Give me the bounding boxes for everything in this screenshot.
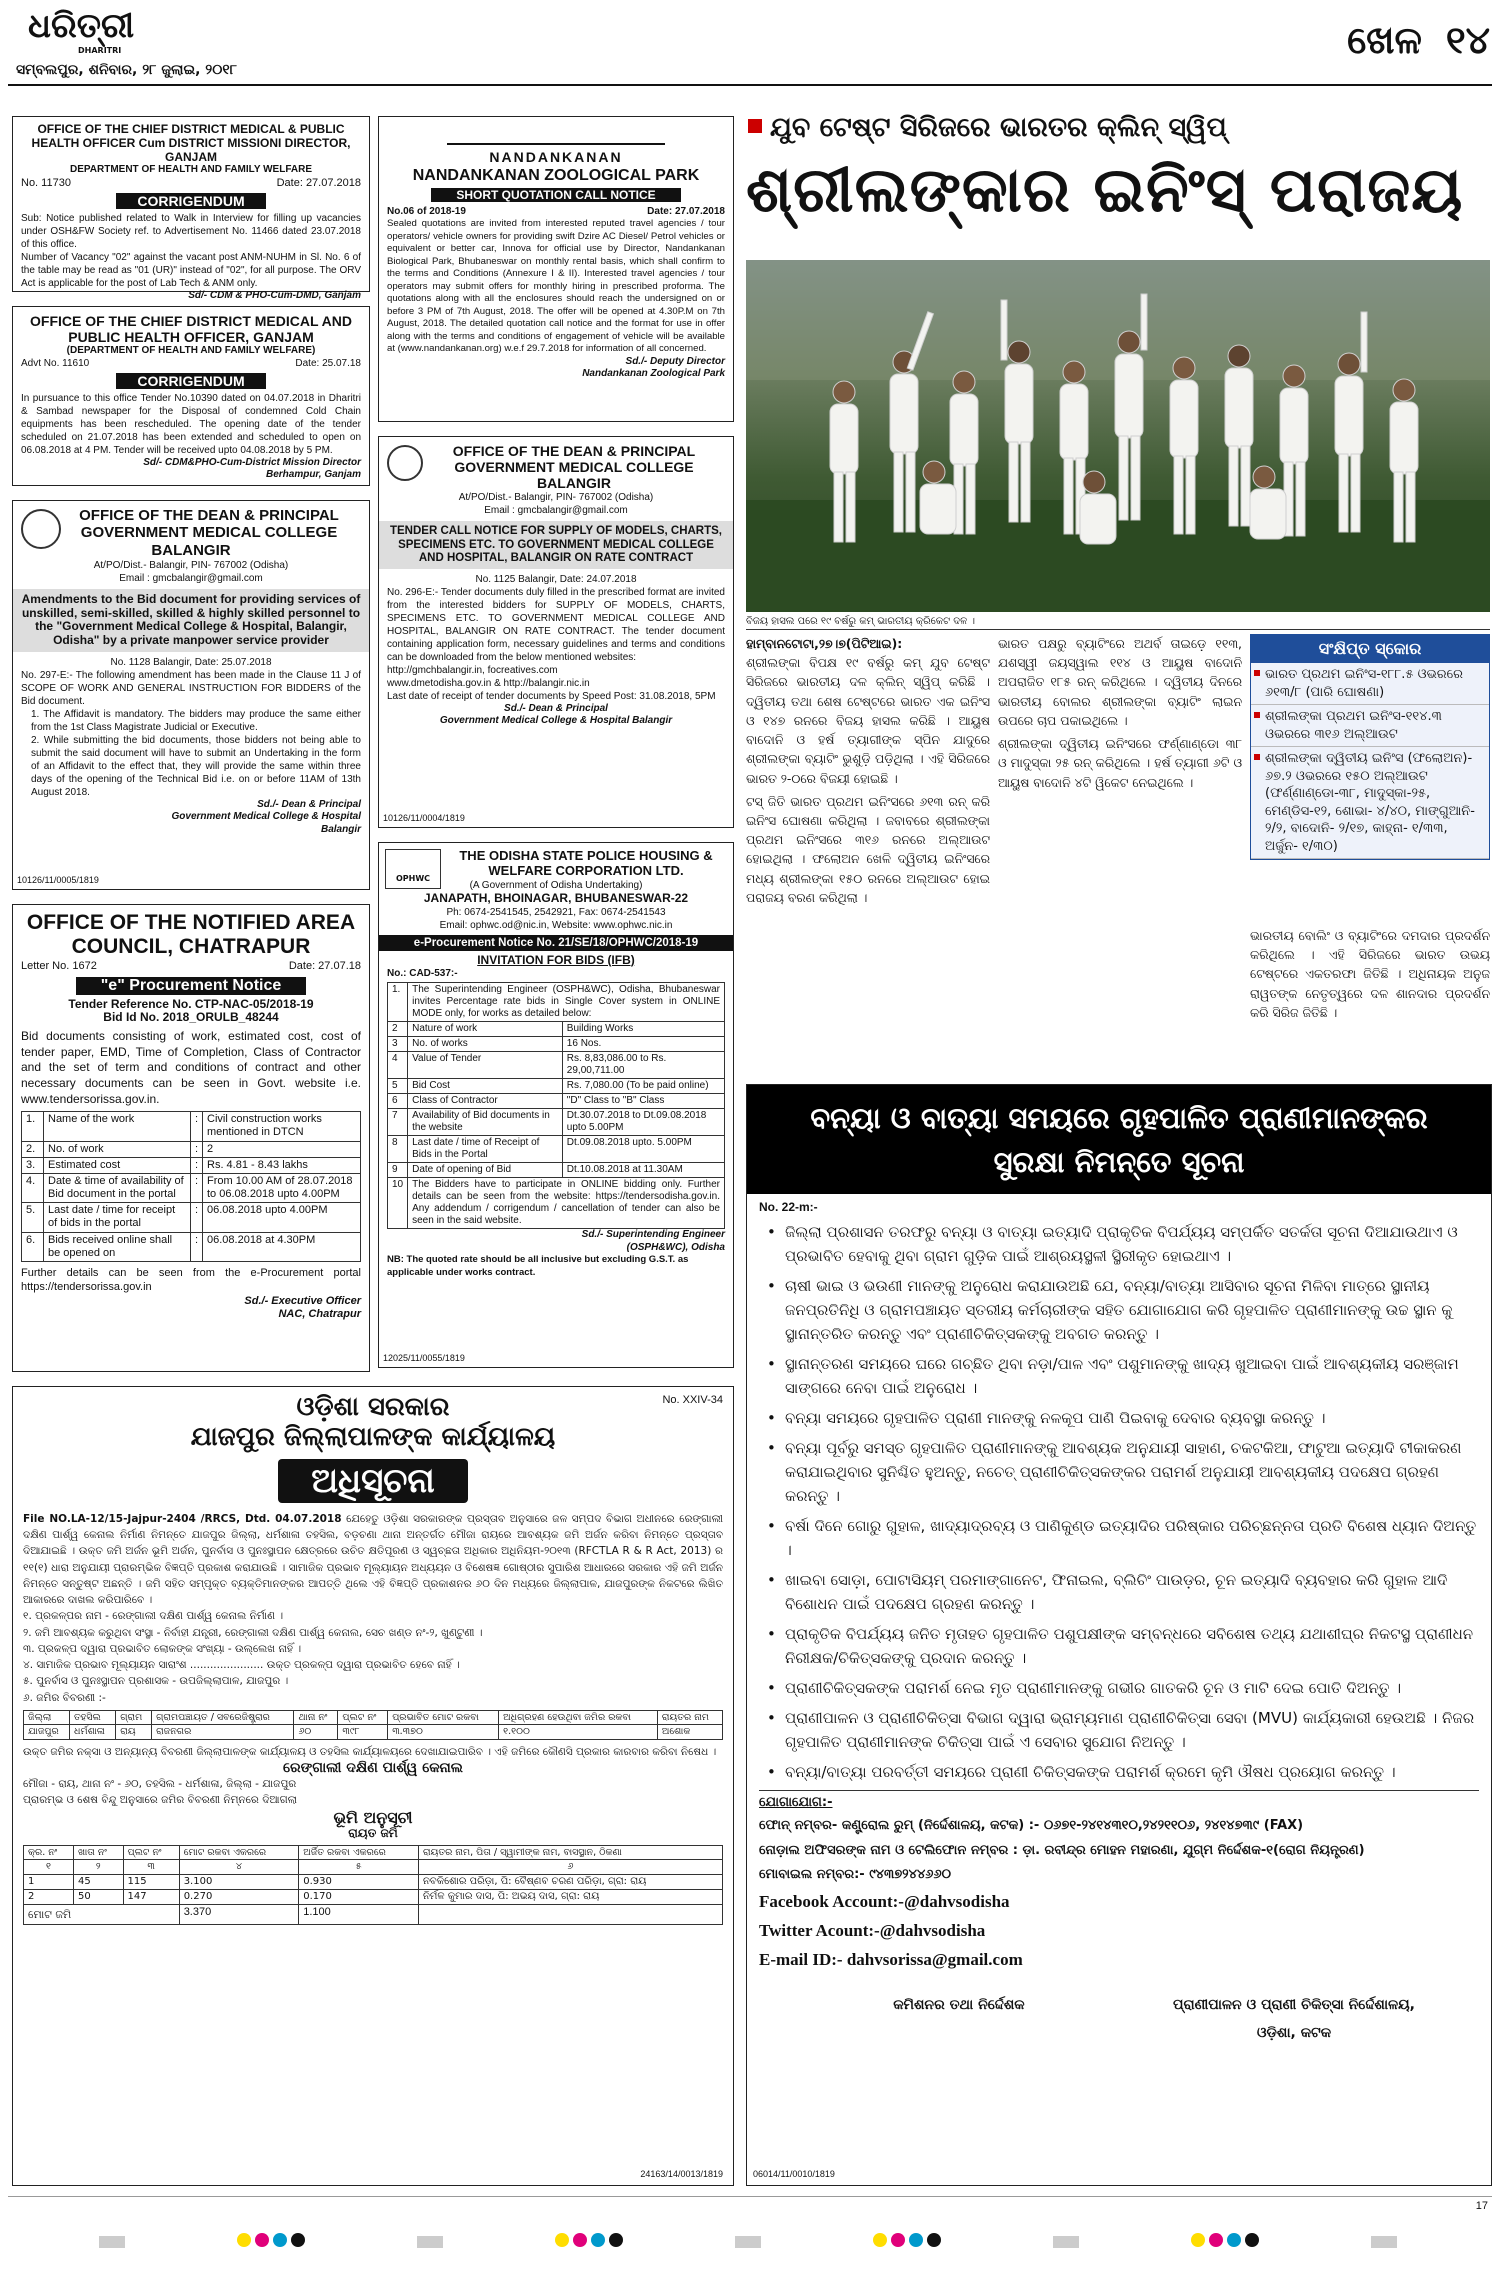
contact-phone: ଫୋନ୍ ନମ୍ବର- କଣ୍ଟ୍ରୋଲ ରୁମ୍ (ନିର୍ଦ୍ଦେଶାଳୟ, କଟକ) :- ୦୬୭୧-୨୪୧୪୩୧୦,୨୪୨୧୧୦୬, ୨୪୧୪୭୩୯ (FAX) [759, 1818, 1304, 1833]
table-cell: 0.930 [299, 1874, 419, 1889]
gray-bar-icon [1371, 2236, 1397, 2248]
table-cell: ରାୟ [116, 1725, 152, 1739]
ad-gmc-balangir-tender [378, 436, 734, 828]
table-cell: 4 [388, 1052, 408, 1079]
ad4-banner: "e" Procurement Notice [76, 977, 306, 995]
table-cell: Availability of Bid documents in the website [408, 1109, 563, 1136]
scorecard-item: ଶ୍ରୀଲଙ୍କା ପ୍ରଥମ ଇନିଂସ-୧୧୪.୩ ଓଭରରେ ୩୧୬ ଅଲ୍ଆଉଟ [1251, 705, 1489, 747]
table-cell: : [190, 1157, 202, 1173]
masthead-rule [8, 84, 1492, 86]
article-headline: ଶ୍ରୀଲଙ୍କାର ଇନିଂସ୍ ପରାଜୟ [746, 153, 1464, 227]
ad1-body2: Number of Vacancy "02" against the vacant post ANM-NUHM in Sl. No. 6 of the table may be read as "01 (UR)" instead of "02", for all purpose. The ORV Act is applicable for the post of Lab Tech & ANM only. [21, 252, 361, 290]
ad8-schedule-table [23, 1845, 723, 1925]
table-header-cell: ପ୍ଲଟ ନଂ [123, 1845, 179, 1859]
ad6-no: No. 1125 Balangir, Date: 24.07.2018 [475, 573, 637, 585]
ad7-no: No.: CAD-537:- [387, 968, 458, 980]
table-cell: 5. [22, 1203, 44, 1232]
ad8-total-2: 1.100 [299, 1904, 419, 1924]
table-header-cell: ତହସିଲ [70, 1710, 116, 1724]
article-paragraph: ଭାରତ ପକ୍ଷରୁ ବ୍ୟାଟିଂରେ ଅଥର୍ବ ତାଇଡ଼େ ୧୧୩, ଯଶସ୍ୱୀ ଜୟସ୍ୱାଲ ୧୧୪ ଓ ଆୟୁଷ ବାଦୋନି ଅପରାଜିତ ୧୮୫ ରନ୍ କରିଥିଲେ । ଦ୍ୱିତୀୟ ଦିନରେ ଭାରତୀୟ ବୋଲର ଶ୍ରୀଲଙ୍କା ବ୍ୟାଟିଂ ଲାଇନ ଉପରେ ଚାପ ପକାଇଥିଲେ । [998, 636, 1242, 728]
notice-title-1: ବନ୍ୟା ଓ ବାତ୍ୟା ସମୟରେ ଗୃହପାଳିତ ପ୍ରାଣୀମାନଙ୍କର [810, 1101, 1428, 1135]
table-cell: : [190, 1232, 202, 1261]
notice-signature-2: ପ୍ରାଣୀପାଳନ ଓ ପ୍ରାଣୀ ଚିକିତ୍ସା ନିର୍ଦ୍ଦେଶାଳୟ, [1173, 1996, 1415, 2013]
ad8-total-label: ମୋଟ ଜମି [24, 1904, 180, 1924]
ad8-subtitle: ରେଙ୍ଗାଲୀ ଦକ୍ଷିଣ ପାର୍ଶ୍ୱ କେନାଲ [283, 1760, 463, 1777]
notice-signature-3: ଓଡ଼ିଶା, କଟକ [1256, 2024, 1332, 2041]
notice-item: • ପ୍ରାଣୀଚିକିତ୍ସକଙ୍କ ପରାମର୍ଶ ନେଇ ମୃତ ପ୍ରାଣୀମାନଙ୍କୁ ଗଭୀର ଗାତକରି ଚୂନ ଓ ମାଟି ଦେଇ ପୋତି ଦିଅନ୍ତୁ । [759, 1676, 1479, 1700]
article-kicker-text: ଯୁବ ଟେଷ୍ଟ ସିରିଜରେ ଭାରତର କ୍ଲିନ୍ ସ୍ୱିପ୍ [770, 112, 1227, 143]
table-cell: Value of Tender [408, 1052, 563, 1079]
ad7-table: 1. The Superintending Engineer (OSPH&WC), Odisha, Bhubaneswar invites Percentage rate bids in Single Cover system in ONLINE MODE only, for works as detailed below: 2 Nature of work Building Works 3 No. of works 16 Nos. 4 Value of Tender Rs. 8,83,086.00 to Rs. 29,00,711.00 5 Bid Cost Rs. 7,080.00 (To be paid online) 6 Class of Contractor "D" Class to "B" Class 7 Availability of Bid documents in the website Dt.30.07.2018 to Dt.09.08.2018 upto 5.00PM 8 Last date / time of Receipt of Bids in the Portal Dt.09.08.2018 upto. 5.00PM 9 Date of opening of Bid Dt.10.08.2018 at 11.30AM 10 The Bidders have to participate in ONLINE bidding only. Further details can be seen from the website: https://tendersodisha.gov.in. Any addendum / corrigendum / cancellation of tender can also be seen in the said website. [387, 982, 725, 1229]
ad5-no: No.06 of 2018-19 [387, 206, 466, 218]
email-id[interactable]: E-mail ID:- dahvsorissa@gmail.com [759, 1949, 1023, 1969]
ad2-no: Advt No. 11610 [21, 357, 90, 369]
table-header-cell: ପ୍ରଭାବିତ ମୋଟ ରକବା [388, 1710, 499, 1724]
table-cell: ୪ [179, 1860, 299, 1874]
table-cell: 3 [388, 1037, 408, 1052]
ad7-sub: (A Government of Odisha Undertaking) [469, 879, 643, 891]
table-row [388, 1094, 725, 1109]
photo-caption: ବିଜୟ ହାସଲ ପରେ ୧୯ ବର୍ଷରୁ କମ୍ ଭାରତୀୟ କ୍ରିକେଟ ଦଳ । [746, 616, 1490, 630]
ad1-title: OFFICE OF THE CHIEF DISTRICT MEDICAL & PUBLIC HEALTH OFFICER Cum DISTRICT MISSIONI DIRECTOR, GANJAM [31, 122, 351, 164]
color-dots-icon [235, 2232, 307, 2251]
registration-marks [98, 2232, 1398, 2251]
table-cell: : [190, 1112, 202, 1141]
ad6-headline: TENDER CALL NOTICE FOR SUPPLY OF MODELS, CHARTS, SPECIMENS ETC. TO GOVERNMENT MEDICAL COLLEGE AND HOSPITAL, BALANGIR ON RATE CONTRACT [389, 525, 723, 564]
table-cell: : [190, 1141, 202, 1157]
table-row [388, 1052, 725, 1079]
notice-item: • ପ୍ରାକୃତିକ ବିପର୍ଯ୍ୟୟ ଜନିତ ମୃତାହତ ଗୃହପାଳିତ ପଶୁପକ୍ଷୀଙ୍କ ସମ୍ବନ୍ଧରେ ସବିଶେଷ ତଥ୍ୟ ଯଥାଶୀଘ୍ର ନିକଟସ୍ଥ ପ୍ରାଣୀଧନ ନିରୀକ୍ଷକ/ଚିକିତ୍ସକଙ୍କୁ ପ୍ରଦାନ କରନ୍ତୁ । [759, 1622, 1479, 1670]
ad8-title-1: ଓଡ଼ିଶା ସରକାର [296, 1392, 450, 1422]
ad1-no: No. 11730 [21, 176, 71, 189]
table-cell: 8 [388, 1136, 408, 1163]
ad6-address: At/PO/Dist.- Balangir, PIN- 767002 (Odisha) [458, 492, 654, 504]
table-cell: ୬୦ [294, 1725, 338, 1739]
notice-item: • ଖାଇବା ସୋଡ଼ା, ପୋଟାସିୟମ୍ ପରମାଙ୍ଗାନେଟ, ଫିନାଇଲ, ବ୍ଲିଚିଂ ପାଉଡ଼ର, ଚୂନ ଇତ୍ୟାଦି ବ୍ୟବହାର କରି ଗୁହାଳ ଆଦି ବିଶୋଧନ ପାଇଁ ପଦକ୍ଷେପ ଗ୍ରହଣ କରନ୍ତୁ । [759, 1568, 1479, 1616]
table-cell: Date of opening of Bid [408, 1163, 563, 1178]
ad3-code: 10126/11/0005/1819 [17, 875, 99, 886]
ophwc-logo: OPHWC [385, 849, 441, 889]
article-column-2 [998, 634, 1242, 792]
ad3-point-2: 2. While submitting the bid documents, those bidders not being able to submit the said document will have to submit an Undertaking in the form of an Affidavit to the effect that, they will provide the same within three days of the opening of the Technical Bid i.e. on or before 11AM of 13th August 2018. [31, 734, 361, 798]
notice-signature-1: କମିଶନର ତଥା ନିର୍ଦ୍ଦେଶକ [893, 1996, 1025, 2013]
table-cell: 4. [22, 1173, 44, 1202]
list-item: ୧. ପ୍ରକଳ୍ପର ନାମ - ରେଙ୍ଗାଲୀ ଦକ୍ଷିଣ ପାର୍ଶ୍ୱ କେନାଲ ନିର୍ମାଣ । [23, 1610, 284, 1623]
ad4-signature: Sd./- Executive Officer [244, 1294, 361, 1307]
table-cell: Dt.30.07.2018 to Dt.09.08.2018 upto 5.00PM [562, 1109, 724, 1136]
table-header-cell: ଅର୍ଜିତ ରକବା ଏକରରେ [299, 1845, 419, 1859]
table-row [388, 1079, 725, 1094]
article-paragraph: ଶ୍ରୀଲଙ୍କା ଦ୍ୱିତୀୟ ଇନିଂସରେ ଫର୍ଣ୍ଣାଣ୍ଡୋ ୩୮ ଓ ମାଦୁସ୍କା ୨୫ ରନ୍ କରିଥିଲେ । ହର୍ଷ ତ୍ୟାଗୀ ୬ଟି ଓ ଆୟୁଷ ବାଦୋନି ୪ଟି ୱିକେଟ ନେଇଥିଲେ । [998, 736, 1242, 790]
table-cell: Estimated cost [44, 1157, 191, 1173]
ad4-date: Date: 27.07.18 [288, 960, 361, 973]
ad7-nb: NB: The quoted rate should be all inclusive but excluding G.S.T. as applicable under works contract. [387, 1254, 689, 1278]
ad2-title: OFFICE OF THE CHIEF DISTRICT MEDICAL AND PUBLIC HEALTH OFFICER, GANJAM [30, 313, 352, 346]
ad7-phone: Ph: 0674-2541545, 2542921, Fax: 0674-2541543 [446, 906, 666, 918]
table-cell: 9 [388, 1163, 408, 1178]
ad2-banner: CORRIGENDUM [116, 373, 266, 389]
table-header-cell: ଥାନା ନଂ [294, 1710, 338, 1724]
table-cell: ନିର୍ମଳ କୁମାର ଦାସ, ପି: ଅଭୟ ଦାସ, ଗ୍ରା: ରାୟ [419, 1889, 723, 1904]
ad6-website-2[interactable]: www.dmetodisha.gov.in & http://balangir.nic.in [387, 677, 590, 689]
table-header-cell: ଗ୍ରାମପଞ୍ଚାୟତ / ସବରେଜିଷ୍ଟ୍ରାର [152, 1710, 294, 1724]
table-header-cell: ମୋଟ ରକବା ଏକରରେ [179, 1845, 299, 1859]
notice-item: • ବନ୍ୟା/ବାତ୍ୟା ପରବର୍ତ୍ତୀ ସମୟରେ ପ୍ରାଣୀ ଚିକିତ୍ସକଙ୍କ ପରାମର୍ଶ କ୍ରମେ କୃମି ଔଷଧ ପ୍ରୟୋଗ କରନ୍ତୁ । [759, 1760, 1479, 1784]
ad7-title: THE ODISHA STATE POLICE HOUSING & WELFARE CORPORATION LTD. [459, 848, 713, 878]
notice-item: • ଜିଲ୍ଲା ପ୍ରଶାସନ ତରଫରୁ ବନ୍ୟା ଓ ବାତ୍ୟା ଇତ୍ୟାଦି ପ୍ରାକୃତିକ ବିପର୍ଯ୍ୟୟ ସମ୍ପର୍କିତ ସତର୍କତା ସୂଚନା ଦିଆଯାଉଥାଏ ଓ ପ୍ରଭାବିତ ହେବାକୁ ଥିବା ଗ୍ରାମ ଗୁଡ଼ିକ ପାଇଁ ଆଶ୍ରୟସ୍ଥଳୀ ସ୍ଥିରୀକୃତ ହୋଇଥାଏ । [759, 1220, 1479, 1268]
ad2-dept: (DEPARTMENT OF HEALTH AND FAMILY WELFARE) [66, 345, 316, 357]
ad4-table [21, 1111, 361, 1262]
facebook-account[interactable]: Facebook Account:-@dahvsodisha [759, 1892, 1010, 1912]
contact-nodal-officer: ନୋଡ଼ାଲ ଅଫିସରଙ୍କ ନାମ ଓ ଟେଲିଫୋନ ନମ୍ବର : ଡ଼ା. ରବୀନ୍ଦ୍ର ମୋହନ ମହାରଣା, ଯୁଗ୍ମ ନିର୍ଦ୍ଦେଶକ-୧(ରୋଗ ନିୟନ୍ତ୍ରଣ) [759, 1842, 1365, 1858]
kicker-bullet-icon [748, 119, 762, 133]
ad8-title-2: ଯାଜପୁର ଜିଲ୍ଲାପାଳଙ୍କ କାର୍ଯ୍ୟାଳୟ [190, 1421, 556, 1452]
table-cell: ୨ [74, 1860, 123, 1874]
table-row [24, 1874, 723, 1889]
table-cell: ୩୯୮ [338, 1725, 388, 1739]
notice-item: • ବନ୍ୟା ସମୟରେ ଗୃହପାଳିତ ପ୍ରାଣୀ ମାନଙ୍କୁ ନଳକୂପ ପାଣି ପିଇବାକୁ ଦେବାର ବ୍ୟବସ୍ଥା କରନ୍ତୁ । [759, 1406, 1479, 1430]
table-cell: 7 [388, 1109, 408, 1136]
ad6-headline-band [379, 521, 733, 569]
ad5-signature: Sd./- Deputy Director [625, 355, 725, 367]
table-cell: From 10.00 AM of 28.07.2018 to 06.08.2018 upto 4.00PM [203, 1173, 361, 1202]
table-cell: 1 [24, 1874, 74, 1889]
ad7-signature: Sd./- Superintending Engineer [581, 1229, 725, 1241]
gray-bar-icon [1053, 2236, 1079, 2248]
table-cell: Name of the work [44, 1112, 191, 1141]
notice-title-band [747, 1085, 1491, 1194]
footer-rule [8, 2196, 1492, 2197]
page-number: ୧୪ [1445, 18, 1490, 62]
table-row [22, 1203, 361, 1232]
table-cell: Last date / time for receipt of bids in the portal [44, 1203, 191, 1232]
list-item: ୫. ପୁନର୍ବାସ ଓ ପୁନଃସ୍ଥାପନ ପ୍ରଶାସକ - ଉପଜିଲ୍ଲାପାଳ, ଯାଜପୁର । [23, 1675, 289, 1688]
ad5-banner: SHORT QUOTATION CALL NOTICE [431, 188, 681, 202]
table-cell: Date & time of availability of Bid document in the portal [44, 1173, 191, 1202]
notice-item: • ବର୍ଷା ଦିନେ ଗୋରୁ ଗୁହାଳ, ଖାଦ୍ୟାଦ୍ରବ୍ୟ ଓ ପାଣିକୁଣ୍ଡ ଇତ୍ୟାଦିର ପରିଷ୍କାର ପରିଚ୍ଛନ୍ନତା ପ୍ରତି ବିଶେଷ ଧ୍ୟାନ ଦିଅନ୍ତୁ । [759, 1514, 1479, 1562]
scorecard-box [1250, 634, 1490, 860]
table-row [388, 1136, 725, 1163]
ad8-land-table [23, 1710, 723, 1740]
ad6-signature: Sd./- Dean & Principal [504, 702, 608, 714]
ad5-signature-2: Nandankanan Zoological Park [582, 368, 725, 380]
table-cell: 3.100 [179, 1874, 299, 1889]
table-row [388, 1163, 725, 1178]
table-cell: No. of works [408, 1037, 563, 1052]
animal-husbandry-notice [746, 1084, 1492, 2186]
table-cell: 147 [123, 1889, 179, 1904]
ad7-invite: INVITATION FOR BIDS (IFB) [477, 952, 635, 967]
ad-ophwc-eprocurement [378, 842, 734, 1368]
article-dateline: ହାମ୍ବାନଟୋଟା,୨୭।୭(ପିଟିଆଇ): [746, 636, 903, 651]
article-paragraph: ଭାରତୀୟ ବୋଲିଂ ଓ ବ୍ୟାଟିଂରେ ଦମଦାର ପ୍ରଦର୍ଶନ କରିଥିଲେ । ଏହି ସିରିଜରେ ଭାରତ ଉଭୟ ଟେଷ୍ଟରେ ଏକତରଫା ଜିତିଛି । ଅଧିନାୟକ ଅନୁଜ ରାୱତଙ୍କ ନେତୃତ୍ୱରେ ଦଳ ଶାନଦାର ପ୍ରଦର୍ଶନ କରି ସିରିଜ ଜିତିଛି । [1250, 928, 1490, 1020]
contact-label: ଯୋଗାଯୋଗ:- [759, 1795, 833, 1810]
ad-cdmpho-corrigendum-2 [12, 306, 370, 486]
table-header-cell: ଜିଲ୍ଲା [24, 1710, 70, 1724]
table-cell: ଧର୍ମଶାଳା [70, 1725, 116, 1739]
table-cell: : [190, 1173, 202, 1202]
table-row [22, 1141, 361, 1157]
ad-jajpur-collector-notification [12, 1386, 734, 2186]
ad7-address: JANAPATH, BHOINAGAR, BHUBANESWAR-22 [423, 890, 689, 905]
scorecard-item: ଶ୍ରୀଲଙ୍କା ଦ୍ୱିତୀୟ ଇନିଂସ (ଫଲୋଅନ)- ୬୭.୨ ଓଭରରେ ୧୫୦ ଅଲ୍ଆଉଟ (ଫର୍ଣ୍ଣାଣ୍ଡୋ-୩୮, ମାଦୁସ୍କା-୨୫, ମେଣ୍ଡିସ-୧୨, ଶୋଭା- ୪/୪୦, ମାଙ୍ଗୁଆନି- ୨/୨, ବାଦୋନି- ୨/୧୭, କାହ୍ନା- ୧/୩୩, ଅର୍ଜୁନ- ୧/୩୦) [1251, 747, 1489, 859]
table-cell: ଯାଜପୁର [24, 1725, 70, 1739]
table-cell: Bid Cost [408, 1079, 563, 1094]
table-cell: Dt.09.08.2018 upto. 5.00PM [562, 1136, 724, 1163]
table-cell: Nature of work [408, 1022, 563, 1037]
masthead [8, 4, 1492, 86]
table-cell: 2. [22, 1141, 44, 1157]
table-cell: Building Works [562, 1022, 724, 1037]
table-header-cell: ରାୟତର ନାମ, ପିତା / ସ୍ୱାମୀଙ୍କ ନାମ, ବାସସ୍ଥାନ, ଠିକଣା [419, 1845, 723, 1859]
ad8-mid: ଉକ୍ତ ଜମିର ନକ୍ସା ଓ ଅନ୍ୟାନ୍ୟ ବିବରଣୀ ଜିଲ୍ଲାପାଳଙ୍କ କାର୍ଯ୍ୟାଳୟ ଓ ତହସିଲ କାର୍ଯ୍ୟାଳୟରେ ଦେଖାଯାଇପାରିବ । ଏହି ଜମିରେ କୌଣସି ପ୍ରକାର କାରବାର କରିବା ନିଷେଧ । [23, 1745, 717, 1758]
table-cell: 06.08.2018 at 4.30PM [203, 1232, 361, 1261]
ad4-body: Bid documents consisting of work, estimated cost, cost of tender paper, EMD, Time of Completion, Class of Contractor and the set of term and conditions of contract and other necessary documents can be seen in Govt. website i.e. www.tendersorissa.gov.in. [21, 1029, 361, 1106]
table-cell: ୫ [299, 1860, 419, 1874]
scorecard-item: ଭାରତ ପ୍ରଥମ ଇନିଂସ-୧୮୮.୫ ଓଭରରେ ୬୧୩/୮ (ପାରି ଘୋଷଣା) [1251, 663, 1489, 705]
scorecard-title: ସଂକ୍ଷିପ୍ତ ସ୍କୋର [1251, 635, 1489, 663]
table-header-cell: ଅଧିଗ୍ରହଣ ହେଉଥିବା ଜମିର ରକବା [499, 1710, 658, 1724]
ad6-code: 10126/11/0004/1819 [383, 813, 465, 824]
ad3-title: OFFICE OF THE DEAN & PRINCIPAL GOVERNMENT MEDICAL COLLEGE [79, 507, 339, 542]
table-cell: 3. [22, 1157, 44, 1173]
table-header-cell: କ୍ର. ନଂ [24, 1845, 74, 1859]
notice-no: No. 22-m:- [759, 1200, 818, 1214]
ad3-point-1: 1. The Affidavit is mandatory. The bidders may produce the same either from the 1st Class Magistrate Judicial or Executive. [31, 708, 361, 733]
article-column-3 [1250, 926, 1490, 1022]
ad1-body: Sub: Notice published related to Walk in Interview for filling up vacancies under OSH&FW Society ref. to Advertisement No. 11466 dated 23.07.2018 of this office. [21, 213, 361, 251]
ad6-last-date: Last date of receipt of tender documents by Speed Post: 31.08.2018, 5PM [387, 690, 716, 702]
ad7-signature-2: (OSPH&WC), Odisha [626, 1241, 725, 1253]
ad3-no: No. 1128 Balangir, Date: 25.07.2018 [110, 656, 272, 668]
table-cell: Rs. 4.81 - 8.43 lakhs [203, 1157, 361, 1173]
ad4-signature-2: NAC, Chatrapur [278, 1308, 361, 1321]
emblem-icon [21, 509, 61, 549]
ad8-schedule-subtitle: ରାୟତ ଜମି [348, 1826, 398, 1841]
ad6-email: Email : gmcbalangir@gmail.com [484, 505, 628, 517]
ad8-body [23, 1511, 723, 1609]
notice-code: 06014/11/0010/1819 [753, 2169, 835, 2180]
table-cell: Rs. 7,080.00 (To be paid online) [562, 1079, 724, 1094]
ad5-date: Date: 27.07.2018 [647, 206, 725, 218]
table-cell: Class of Contractor [408, 1094, 563, 1109]
table-header-cell: ଗ୍ରାମ [116, 1710, 152, 1724]
notice-title-2: ସୁରକ୍ଷା ନିମନ୍ତେ ସୂଚନା [993, 1144, 1245, 1179]
twitter-account[interactable]: Twitter Acount:-@dahvsodisha [759, 1920, 986, 1940]
table-row [22, 1157, 361, 1173]
color-dots-icon [871, 2232, 943, 2251]
article-column-1 [746, 634, 990, 907]
ad8-location-2: ପ୍ରାରମ୍ଭ ଓ ଶେଷ ବିନ୍ଦୁ ଅନୁସାରେ ଜମିର ବିବରଣୀ ନିମ୍ନରେ ଦିଆଗଲା [23, 1794, 297, 1807]
notice-item: • ସ୍ଥାନାନ୍ତରଣ ସମୟରେ ଘରେ ଗଚ୍ଛିତ ଥିବା ନଡ଼ା/ପାଳ ଏବଂ ପଶୁମାନଙ୍କୁ ଖାଦ୍ୟ ଖୁଆଇବା ପାଇଁ ଆବଶ୍ୟକୀୟ ସରଞ୍ଜାମ ସାଙ୍ଗରେ ନେବା ପାଇଁ ଅନୁରୋଧ । [759, 1352, 1479, 1400]
table-cell: Rs. 8,83,086.00 to Rs. 29,00,711.00 [562, 1052, 724, 1079]
table-cell: Last date / time of Receipt of Bids in the Portal [408, 1136, 563, 1163]
dateline: ସମ୍ବଲପୁର, ଶନିବାର, ୨୮ ଜୁଲାଇ, ୨୦୧୮ [16, 62, 238, 78]
table-cell: Dt.10.08.2018 at 11.30AM [562, 1163, 724, 1178]
table-cell: 0.270 [179, 1889, 299, 1904]
article-paragraph: ଟସ୍ ଜିତି ଭାରତ ପ୍ରଥମ ଇନିଂସରେ ୬୧୩ ରନ୍ କରି ଇନିଂସ ଘୋଷଣା କରିଥିଲା । ଜବାବରେ ଶ୍ରୀଲଙ୍କା ପ୍ରଥମ ଇନିଂସରେ ୩୧୬ ରନରେ ଅଲ୍ଆଉଟ ହୋଇଥିଲା । ଫଲୋଅନ ଖେଳି ଦ୍ୱିତୀୟ ଇନିଂସରେ ମଧ୍ୟ ଶ୍ରୀଲଙ୍କା ୧୫୦ ରନରେ ଅଲ୍ଆଉଟ ହୋଇ ପରାଜୟ ବରଣ କରିଥିଲା । [746, 793, 990, 905]
table-cell: ୧ [24, 1860, 74, 1874]
table-cell: 6 [388, 1094, 408, 1109]
newspaper-logo: ଧରିତ୍ରୀ [28, 6, 135, 46]
ad8-code: 24163/14/0013/1819 [640, 2169, 723, 2180]
ad3-headline-band [13, 589, 369, 652]
table-header-cell: ରାୟତର ନାମ [657, 1710, 722, 1724]
emblem-icon [387, 445, 423, 481]
ad4-title: OFFICE OF THE NOTIFIED AREA COUNCIL, CHATRAPUR [26, 911, 356, 959]
ad3-body: No. 297-E:- The following amendment has been made in the Clause 11 J of SCOPE OF WORK AND GENERAL INSTRUCTION FOR BIDDERS of the Bid document. [21, 669, 361, 707]
list-item: ୬. ଜମିର ବିବରଣୀ :- [23, 1691, 106, 1704]
table-cell: 6. [22, 1232, 44, 1261]
ad6-website-1[interactable]: http://gmchbalangir.in, focreatives.com [387, 664, 558, 676]
table-cell: 0.170 [299, 1889, 419, 1904]
table-cell: 45 [74, 1874, 123, 1889]
gray-bar-icon [99, 2236, 125, 2248]
logo-subtitle: DHARITRI [78, 46, 122, 55]
table-cell: ୩.୩୭୦ [388, 1725, 499, 1739]
table-row [24, 1889, 723, 1904]
ad3-signature-2: Government Medical College & Hospital [171, 811, 361, 823]
ad5-body: Sealed quotations are invited from interested reputed travel agencies / tour operators/ vehicle owners for providing swift Dzire AC Diesel/ Petrol vehicles or equivalent or better car, Innova for official use by Director, Nandankanan Biological Park, Bhubaneswar on monthly rental basis, which shall confirm to the terms and Conditions (Annexure I & II). Interested travel agencies / tour operators may submit offers for monthly hiring in prescribed proforma. The quotations along with all the enclosures should reach the undersigned on or before 3 PM of 7th August, 2018. The offer will be opened at 4.30P.M on 7th August, 2018. The detailed quotation call notice and the format for use in offer along with the terms and conditions of engagement of vehicle will be available at (www.nandankanan.org) w.e.f 29.7.2018 for information of all concerned. [387, 218, 725, 355]
table-cell: ୩ [123, 1860, 179, 1874]
list-item: ୨. ଜମି ଆବଶ୍ୟକ କରୁଥିବା ସଂସ୍ଥା - ନିର୍ବାହୀ ଯନ୍ତ୍ରୀ, ରେଙ୍ଗାଲୀ ଦକ୍ଷିଣ ପାର୍ଶ୍ୱ କେନାଲ, ସେଚ ଖଣ୍ଡ ନଂ-୨, ଖୁଣ୍ଟୁଣୀ । [23, 1626, 483, 1639]
gray-bar-icon [735, 2236, 761, 2248]
table-row [388, 1109, 725, 1136]
table-cell: 2 [203, 1141, 361, 1157]
table-cell: 06.08.2018 upto 4.00PM [203, 1203, 361, 1232]
ad8-no: No. XXIV-34 [662, 1394, 723, 1406]
table-cell: ଅଶୋକ [657, 1725, 722, 1739]
ad3-signature-3: Balangir [320, 823, 361, 835]
ad7-banner: e-Procurement Notice No. 21/SE/18/OPHWC/2018-19 [379, 935, 733, 951]
ad4-footer: Further details can be seen from the e-Procurement portal https://tendersorissa.gov.in [21, 1267, 361, 1294]
ad7-row10: The Bidders have to participate in ONLINE bidding only. Further details can be seen from the website: https://tendersodisha.gov.in. Any addendum / corrigendum / cancellation of tender can also be seen in the said website. [408, 1178, 725, 1229]
footer-page-number: 17 [1475, 2200, 1488, 2212]
ad8-list [23, 1608, 723, 1706]
ad2-signature-place: Berhampur, Ganjam [265, 469, 361, 481]
table-cell: 50 [74, 1889, 123, 1904]
table-cell: ୬ [419, 1860, 723, 1874]
ad6-signature-2: Government Medical College & Hospital Balangir [439, 715, 673, 727]
table-cell: 2 [24, 1889, 74, 1904]
ad2-signature: Sd/- CDM&PHO-Cum-District Mission Director [143, 456, 361, 468]
gray-bar-icon [417, 2236, 443, 2248]
ad-nandankanan-quotation [378, 116, 734, 422]
page-footer [8, 2196, 1492, 2276]
ad3-signature: Sd./- Dean & Principal [257, 798, 361, 810]
table-cell: 2 [388, 1022, 408, 1037]
ad8-total-1: 3.370 [179, 1904, 299, 1924]
table-cell: 16 Nos. [562, 1037, 724, 1052]
table-row [22, 1173, 361, 1202]
ad7-email: Email: ophwc.od@nic.in, Website: www.ophwc.nic.in [439, 919, 673, 931]
table-cell: Civil construction works mentioned in DTCN [203, 1112, 361, 1141]
table-row [388, 1037, 725, 1052]
list-item: ୪. ସାମାଜିକ ପ୍ରଭାବ ମୂଲ୍ୟାୟନ ସାରାଂଶ ...................... ଉକ୍ତ ପ୍ରକଳ୍ପ ଦ୍ୱାରା ପ୍ରଭାବିତ ହେବେ ନାହିଁ । [23, 1659, 460, 1672]
ad7-intro: The Superintending Engineer (OSPH&WC), Odisha, Bhubaneswar invites Percentage rate bids in Single Cover system in ONLINE MODE only, for works as detailed below: [408, 983, 725, 1022]
ad2-body: In pursuance to this office Tender No.10390 dated on 04.07.2018 in Dharitri & Sambad newspaper for the Disposal of condemned Cold Chain equipments has been rescheduled. The opening date of the tender scheduled on 21.07.2018 has been extended and scheduled to open on 06.08.2018 at 4 PM. Tender will be received upto 04.08.2018 by 5 PM. [21, 392, 361, 456]
table-row [22, 1112, 361, 1141]
section-title: ଖେଳ [1347, 18, 1422, 62]
table-cell: "D" Class to "B" Class [562, 1094, 724, 1109]
color-dots-icon [553, 2232, 625, 2251]
ad3-email: Email : gmcbalangir@gmail.com [119, 572, 263, 584]
ad6-title: OFFICE OF THE DEAN & PRINCIPAL GOVERNMENT MEDICAL COLLEGE BALANGIR [452, 443, 696, 492]
notice-item: • ପ୍ରାଣୀପାଳନ ଓ ପ୍ରାଣୀଚିକିତ୍ସା ବିଭାଗ ଦ୍ୱାରା ଭ୍ରାମ୍ୟମାଣ ପ୍ରାଣୀଚିକିତ୍ସା ସେବା (MVU) କାର୍ଯ୍ୟକାରୀ ହେଉଅଛି । ନିଜର ଗୃହପାଳିତ ପ୍ରାଣୀମାନଙ୍କ ଚିକିତ୍ସା ପାଇଁ ଏ ସେବାର ସୁଯୋଗ ନିଅନ୍ତୁ । [759, 1706, 1479, 1754]
table-cell: Bids received online shall be opened on [44, 1232, 191, 1261]
ad8-body-text: ଯେହେତୁ ଓଡ଼ିଶା ସରକାରଙ୍କ ପ୍ରସ୍ତାବ ଅନୁସାରେ ଜଳ ସମ୍ପଦ ବିଭାଗ ଅଧୀନରେ ରେଙ୍ଗାଲୀ ଦକ୍ଷିଣ ପାର୍ଶ୍ୱ କେନାଲ ନିର୍ମାଣ ନିମନ୍ତେ ଯାଜପୁର ଜିଲ୍ଲା, ଧର୍ମଶାଳା ତହସିଲ, ବଡ଼ଚଣା ଥାନା ଅନ୍ତର୍ଗତ ମୌଜା ରାୟରେ ଆବଶ୍ୟକ ଜମି ଅର୍ଜନ କରିବା ନିମନ୍ତେ ପ୍ରସ୍ତାବ ଦିଆଯାଇଛି । ଉକ୍ତ ଜମି ଅର୍ଜନ ଭୂମି ଅର୍ଜନ, ପୁନର୍ବାସ ଓ ପୁନଃସ୍ଥାପନ କ୍ଷେତ୍ରରେ ଉଚିତ କ୍ଷତିପୂରଣ ଓ ସ୍ୱଚ୍ଛତା ଅଧିକାର ଅଧିନିୟମ-୨୦୧୩ (RFCTLA R & R Act, 2013) ର ୧୧(୧) ଧାରା ଅନୁଯାୟୀ ପ୍ରାରମ୍ଭିକ ବିଜ୍ଞପ୍ତି ପ୍ରକାଶ କରାଯାଉଛି । ସାମାଜିକ ପ୍ରଭାବ ମୂଲ୍ୟାୟନ ଅଧ୍ୟୟନ ଓ ବିଶେଷଜ୍ଞ ଗୋଷ୍ଠୀର ସୁପାରିଶ ଆଧାରରେ ସରକାର ଏହି ଜମି ଅର୍ଜନ ନିମନ୍ତେ ସନ୍ତୁଷ୍ଟ ଅଛନ୍ତି । ଜମି ସହିତ ସମ୍ପୃକ୍ତ ବ୍ୟକ୍ତିମାନଙ୍କର ଆପତ୍ତି ଥିଲେ ଏହି ବିଜ୍ଞପ୍ତି ପ୍ରକାଶନର ୬୦ ଦିନ ମଧ୍ୟରେ ଜିଲ୍ଲାପାଳ, ଯାଜପୁରଙ୍କ ନିକଟରେ ଲିଖିତ ଆକାରରେ ଦାଖଲ କରିପାରିବେ । [23, 1512, 723, 1607]
ad4-no: Letter No. 1672 [21, 960, 97, 973]
ad-cdmpho-corrigendum-1 [12, 116, 370, 302]
table-header-cell: ଖାତା ନଂ [74, 1845, 123, 1859]
ad-gmc-balangir-amendment [12, 500, 370, 890]
notice-item: • ବନ୍ୟା ପୂର୍ବରୁ ସମସ୍ତ ଗୃହପାଳିତ ପ୍ରାଣୀମାନଙ୍କୁ ଆବଶ୍ୟକ ଅନୁଯାୟୀ ସାହାଣ, ଚକଟକିଆ, ଫାଟୁଆ ଇତ୍ୟାଦି ଟୀକାକରଣ କରାଯାଇଥିବାର ସୁନିଶ୍ଚିତ ହୁଅନ୍ତୁ, ନଚେତ୍ ପ୍ରାଣୀଚିକିତ୍ସକଙ୍କର ପରାମର୍ଶ ଅନୁଯାୟୀ ଆବଶ୍ୟକୀୟ ପଦକ୍ଷେପ ଗ୍ରହଣ କରନ୍ତୁ । [759, 1436, 1479, 1508]
article-paragraph: ଶ୍ରୀଲଙ୍କା ବିପକ୍ଷ ୧୯ ବର୍ଷରୁ କମ୍ ଯୁବ ଟେଷ୍ଟ ସିରିଜରେ ଭାରତୀୟ ଦଳ କ୍ଲିନ୍ ସ୍ୱିପ୍ କରିଛି । ଦ୍ୱିତୀୟ ତଥା ଶେଷ ଟେଷ୍ଟରେ ଭାରତ ଏକ ଇନିଂସ ଓ ୧୪୭ ରନରେ ବିଜୟ ହାସଲ କରିଛି । ଆୟୁଷ ବାଦୋନି ଓ ହର୍ଷ ତ୍ୟାଗୀଙ୍କ ସ୍ପିନ ଯାଦୁରେ ଶ୍ରୀଲଙ୍କା ବ୍ୟାଟିଂ ଭୁଶୁଡ଼ି ପଡ଼ିଥିଲା । ଏହି ସିରିଜରେ ଭାରତ ୨-୦ରେ ବିଜୟୀ ହୋଇଛି । [746, 655, 990, 786]
table-cell: 115 [123, 1874, 179, 1889]
color-dots-icon [1189, 2232, 1261, 2251]
ad1-signature: Sd/- CDM & PHO-Cum-DMD, Ganjam [188, 290, 361, 302]
ad2-date: Date: 25.07.18 [295, 357, 361, 369]
list-item: ୩. ପ୍ରକଳ୍ପ ଦ୍ୱାରା ପ୍ରଭାବିତ ଲୋକଙ୍କ ସଂଖ୍ୟା - ଉଲ୍ଲେଖ ନାହିଁ । [23, 1642, 302, 1655]
ad4-ref-1: Tender Reference No. CTP-NAC-05/2018-19 [68, 996, 314, 1011]
nandankanan-logo: NANDANKANAN [447, 143, 665, 165]
table-cell: ନବକିଶୋର ପରିଡ଼ା, ପି: ବୈଷ୍ଣବ ଚରଣ ପରିଡ଼ା, ଗ୍ରା: ରାୟ [419, 1874, 723, 1889]
ad8-file: File NO.LA-12/15-Jajpur-2404 /RRCS, Dtd. 04.07.2018 [23, 1512, 342, 1525]
notice-list [759, 1220, 1479, 1784]
table-cell: : [190, 1203, 202, 1232]
table-cell: ୧.୧୦୦ [499, 1725, 658, 1739]
ad8-schedule-title: ଭୂମି ଅନୁସୂଚୀ [333, 1807, 413, 1827]
ad6-body: No. 296-E:- Tender documents duly filled in the prescribed format are invited from the interested bidders for SUPPLY OF MODELS, CHARTS, SPECIMENS ETC. TO GOVERNMENT MEDICAL COLLEGE AND HOSPITAL, BALANGIR ON RATE CONTRACT. The tender document containing application form, necessary guidelines and terms and conditions can be downloaded from the below mentioned websites: [387, 586, 725, 663]
notice-item: • ଚାଷୀ ଭାଇ ଓ ଭଉଣୀ ମାନଙ୍କୁ ଅନୁରୋଧ କରାଯାଉଅଛି ଯେ, ବନ୍ୟା/ବାତ୍ୟା ଆସିବାର ସୂଚନା ମିଳିବା ମାତ୍ରେ ସ୍ଥାନୀୟ ଜନପ୍ରତିନିଧି ଓ ଗ୍ରାମପଞ୍ଚାୟତ ସ୍ତରୀୟ କର୍ମଚାରୀଙ୍କ ସହିତ ଯୋଗାଯୋଗ କରି ଗୃହପାଳିତ ପ୍ରାଣୀମାନଙ୍କୁ ଉଚ୍ଚ ସ୍ଥାନ କୁ ସ୍ଥାନାନ୍ତରିତ କରନ୍ତୁ ଏବଂ ପ୍ରାଣୀଚିକିତ୍ସକଙ୍କୁ ଅବଗତ କରନ୍ତୁ । [759, 1274, 1479, 1346]
table-row [22, 1232, 361, 1261]
ad3-headline: Amendments to the Bid document for providing services of unskilled, semi-skilled, skilled & highly skilled personnel to the "Government Medical College & Hospital, Balangir, Odisha" by a private manpower service provider [21, 591, 361, 648]
ad1-banner: CORRIGENDUM [116, 193, 266, 209]
ad7-code: 12025/11/0055/1819 [383, 1353, 465, 1364]
team-photo [746, 260, 1490, 612]
ad3-place: BALANGIR [151, 541, 231, 559]
ad8-banner: ଅଧିସୂଚନା [278, 1459, 468, 1503]
ad1-dept: DEPARTMENT OF HEALTH AND FAMILY WELFARE [69, 164, 313, 176]
table-cell: 5 [388, 1079, 408, 1094]
ad-nac-chatrapur-eprocurement [12, 904, 370, 1372]
team-photo-illustration [746, 260, 1490, 612]
contact-mobile: ମୋବାଇଲ ନମ୍ବର:- ୯୪୩୭୨୪୪୬୬୦ [759, 1867, 952, 1883]
ad1-date: Date: 27.07.2018 [276, 176, 361, 189]
ad3-address: At/PO/Dist.- Balangir, PIN- 767002 (Odisha) [93, 559, 289, 571]
table-header-cell: ପ୍ଲଟ ନଂ [338, 1710, 388, 1724]
table-cell: 1. [22, 1112, 44, 1141]
ad5-title: NANDANKANAN ZOOLOGICAL PARK [412, 167, 700, 185]
sports-article [746, 110, 1492, 1070]
table-cell: No. of work [44, 1141, 191, 1157]
article-kicker [746, 110, 1492, 145]
ad4-ref-2: Bid Id No. 2018_ORULB_48244 [103, 1010, 279, 1025]
ad8-location-1: ମୌଜା - ରାୟ, ଥାନା ନଂ - ୬୦, ତହସିଲ - ଧର୍ମଶାଳା, ଜିଲ୍ଲା - ଯାଜପୁର [23, 1778, 297, 1791]
table-row [388, 1022, 725, 1037]
table-cell: ରାଜନଗର [152, 1725, 294, 1739]
